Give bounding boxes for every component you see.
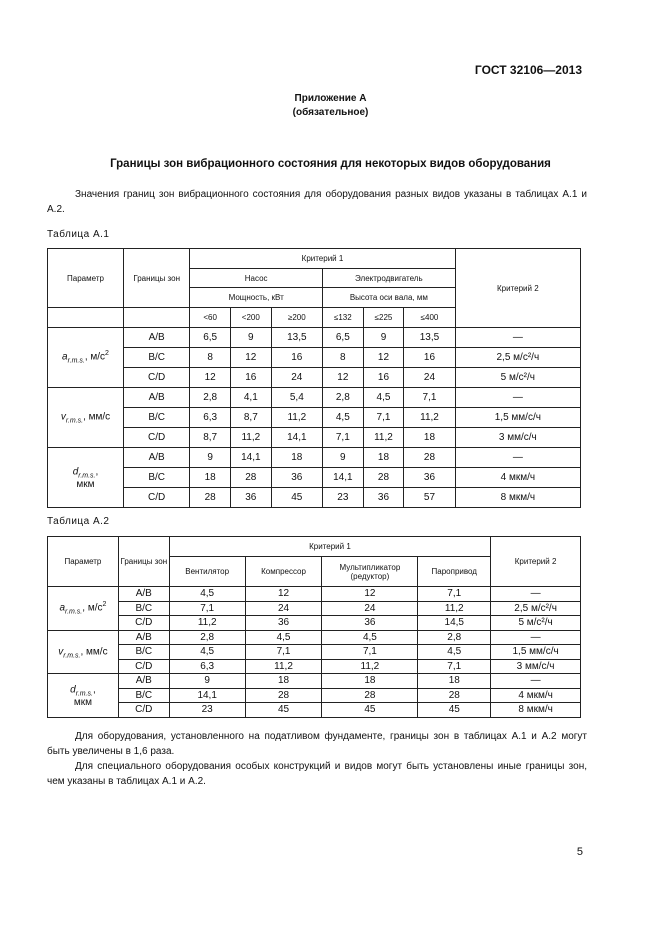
- t1-value-cell: 24: [404, 368, 455, 388]
- t1-value-cell: 8: [190, 348, 231, 368]
- t2-header-param: Параметр: [48, 537, 119, 587]
- t2-value-cell: 18: [418, 674, 491, 689]
- param-unit: , м/с: [82, 602, 103, 614]
- t2-criterion2-cell: —: [491, 587, 581, 602]
- t1-value-cell: 18: [404, 428, 455, 448]
- t1-value-cell: 24: [271, 368, 322, 388]
- t1-header-criterion2: Критерий 2: [455, 249, 580, 328]
- t1-value-cell: 6,3: [190, 408, 231, 428]
- t2-criterion2-cell: 4 мкм/ч: [491, 688, 581, 703]
- t2-col-steam-drive: Паропривод: [418, 557, 491, 587]
- t1-value-cell: 13,5: [404, 328, 455, 348]
- t2-value-cell: 4,5: [322, 630, 418, 645]
- param-unit-line2: мкм: [73, 696, 92, 708]
- t1-value-cell: 18: [190, 468, 231, 488]
- t1-value-cell: 9: [190, 448, 231, 468]
- param-symbol: d: [72, 466, 79, 478]
- t2-value-cell: 24: [245, 601, 322, 616]
- t1-value-cell: 4,1: [230, 388, 271, 408]
- t2-zone-cell: B/C: [118, 688, 169, 703]
- t2-criterion2-cell: —: [491, 674, 581, 689]
- t2-criterion2-cell: 2,5 м/с²/ч: [491, 601, 581, 616]
- t2-data-row: [48, 630, 581, 645]
- param-unit: ,: [95, 466, 99, 478]
- t1-value-cell: 18: [271, 448, 322, 468]
- t1-value-cell: 16: [230, 368, 271, 388]
- t2-header-criterion1: Критерий 1: [169, 537, 490, 557]
- param-symbol: v: [58, 645, 64, 657]
- t2-zone-cell: B/C: [118, 601, 169, 616]
- t2-zone-cell: B/C: [118, 645, 169, 660]
- t1-value-cell: 12: [323, 368, 364, 388]
- t1-value-cell: 14,1: [230, 448, 271, 468]
- t2-value-cell: 9: [169, 674, 245, 689]
- t1-header-param: Параметр: [48, 249, 124, 308]
- t1-value-cell: 4,5: [323, 408, 364, 428]
- standard-number: ГОСТ 32106—2013: [474, 63, 582, 77]
- t1-zone-cell: A/B: [123, 328, 189, 348]
- t1-data-row: [48, 488, 581, 508]
- t2-header-criterion2: Критерий 2: [491, 537, 581, 587]
- t1-value-cell: 57: [404, 488, 455, 508]
- t1-value-cell: 2,8: [190, 388, 231, 408]
- t1-criterion2-cell: —: [455, 328, 580, 348]
- t2-data-row: [48, 688, 581, 703]
- t1-value-cell: 9: [363, 328, 404, 348]
- table2-caption: Таблица А.2: [47, 516, 110, 527]
- t1-zone-cell: B/C: [123, 348, 189, 368]
- t2-value-cell: 4,5: [418, 645, 491, 660]
- t2-zone-cell: C/D: [118, 659, 169, 674]
- t1-value-cell: 16: [271, 348, 322, 368]
- table1-caption: Таблица А.1: [47, 229, 110, 240]
- t1-criterion2-cell: 4 мкм/ч: [455, 468, 580, 488]
- t1-value-cell: 18: [363, 448, 404, 468]
- t2-value-cell: 7,1: [169, 601, 245, 616]
- t2-data-row: [48, 645, 581, 660]
- param-subscript: r.m.s.: [67, 357, 85, 365]
- param-symbol: a: [59, 602, 66, 614]
- t2-value-cell: 11,2: [245, 659, 322, 674]
- t2-value-cell: 23: [169, 703, 245, 718]
- t1-value-cell: 5,4: [271, 388, 322, 408]
- t1-value-cell: 7,1: [323, 428, 364, 448]
- t1-value-cell: 4,5: [363, 388, 404, 408]
- param-symbol: a: [62, 351, 68, 363]
- t2-value-cell: 28: [322, 688, 418, 703]
- t2-value-cell: 7,1: [245, 645, 322, 660]
- t2-criterion2-cell: 1,5 мм/с/ч: [491, 645, 581, 660]
- t1-data-row: [48, 468, 581, 488]
- t2-value-cell: 28: [245, 688, 322, 703]
- t2-param-cell: [48, 587, 119, 631]
- t2-value-cell: 4,5: [169, 645, 245, 660]
- param-subscript: r.m.s.: [65, 417, 84, 425]
- t2-value-cell: 45: [322, 703, 418, 718]
- t2-data-row: [48, 674, 581, 689]
- t2-col-fan: Вентилятор: [169, 557, 245, 587]
- t1-header-zones: Границы зон: [123, 249, 189, 308]
- note-2: Для специального оборудования особых конструкций и видов могут быть установлены иные границы зон, чем указаны в таблицах А.1 и А.2.: [47, 761, 587, 787]
- t1-value-cell: 28: [230, 468, 271, 488]
- t1-sub-cell: <60: [190, 308, 231, 328]
- param-symbol: v: [60, 411, 66, 423]
- t1-criterion2-cell: 1,5 мм/с/ч: [455, 408, 580, 428]
- t2-value-cell: 18: [322, 674, 418, 689]
- t2-value-cell: 14,5: [418, 616, 491, 631]
- t2-value-cell: 2,8: [169, 630, 245, 645]
- param-subscript: r.m.s.: [65, 608, 83, 616]
- t1-value-cell: 36: [404, 468, 455, 488]
- t1-zone-cell: A/B: [123, 388, 189, 408]
- t1-data-row: [48, 448, 581, 468]
- t1-criterion2-cell: 3 мм/с/ч: [455, 428, 580, 448]
- param-superscript: 2: [102, 601, 107, 609]
- t2-value-cell: 4,5: [169, 587, 245, 602]
- t2-value-cell: 11,2: [418, 601, 491, 616]
- t1-param-cell: [48, 448, 124, 508]
- t2-value-cell: 36: [322, 616, 418, 631]
- t2-col-compressor: Компрессор: [245, 557, 322, 587]
- t1-body: [48, 328, 581, 508]
- t2-value-cell: 7,1: [418, 587, 491, 602]
- t1-value-cell: 36: [271, 468, 322, 488]
- t1-value-cell: 11,2: [230, 428, 271, 448]
- table-a2: [47, 536, 581, 718]
- t2-value-cell: 45: [245, 703, 322, 718]
- param-superscript: 2: [105, 350, 109, 358]
- page-number: 5: [576, 846, 583, 858]
- t1-header-criterion1: Критерий 1: [190, 249, 455, 269]
- t1-header-height: Высота оси вала, мм: [323, 288, 456, 308]
- t1-value-cell: 6,5: [323, 328, 364, 348]
- t2-value-cell: 4,5: [245, 630, 322, 645]
- t2-zone-cell: A/B: [118, 587, 169, 602]
- t1-value-cell: 11,2: [363, 428, 404, 448]
- t2-data-row: [48, 659, 581, 674]
- param-subscript: r.m.s.: [63, 651, 81, 659]
- t1-value-cell: 8: [323, 348, 364, 368]
- t1-data-row: [48, 348, 581, 368]
- t2-data-row: [48, 601, 581, 616]
- param-unit: , мм/с: [80, 645, 108, 657]
- param-unit: , мм/с: [83, 411, 111, 423]
- param-subscript: r.m.s.: [78, 472, 96, 480]
- t1-value-cell: 2,8: [323, 388, 364, 408]
- t1-criterion2-cell: —: [455, 448, 580, 468]
- t2-value-cell: 11,2: [322, 659, 418, 674]
- t1-sub-cell: ≤225: [363, 308, 404, 328]
- t1-data-row: [48, 428, 581, 448]
- t1-zone-cell: B/C: [123, 408, 189, 428]
- t2-param-cell: [48, 630, 119, 674]
- t1-data-row: [48, 408, 581, 428]
- t2-data-row: [48, 703, 581, 718]
- t1-value-cell: 14,1: [323, 468, 364, 488]
- t2-criterion2-cell: 8 мкм/ч: [491, 703, 581, 718]
- t2-value-cell: 18: [245, 674, 322, 689]
- t1-value-cell: 9: [230, 328, 271, 348]
- t1-header-motor: Электродвигатель: [323, 269, 456, 288]
- t1-value-cell: 36: [230, 488, 271, 508]
- t2-criterion2-cell: 3 мм/с/ч: [491, 659, 581, 674]
- t1-value-cell: 12: [230, 348, 271, 368]
- t2-value-cell: 12: [322, 587, 418, 602]
- t1-header-power: Мощность, кВт: [190, 288, 323, 308]
- param-unit: , м/с: [84, 351, 106, 363]
- t1-value-cell: 28: [404, 448, 455, 468]
- t2-value-cell: 11,2: [169, 616, 245, 631]
- param-subscript: r.m.s.: [75, 689, 93, 697]
- t1-value-cell: 7,1: [363, 408, 404, 428]
- t1-value-cell: 11,2: [404, 408, 455, 428]
- appendix-subtitle: (обязательное): [292, 107, 369, 118]
- appendix-title: Приложение А: [294, 93, 367, 104]
- param-symbol: d: [70, 683, 76, 695]
- t2-value-cell: 24: [322, 601, 418, 616]
- t1-value-cell: 14,1: [271, 428, 322, 448]
- t1-sub-cell: <200: [230, 308, 271, 328]
- param-unit-line2: мкм: [76, 479, 95, 491]
- t1-zone-cell: C/D: [123, 488, 189, 508]
- section-title: Границы зон вибрационного состояния для некоторых видов оборудования: [110, 158, 551, 170]
- t1-value-cell: 28: [363, 468, 404, 488]
- t1-zone-cell: B/C: [123, 468, 189, 488]
- t1-header-pump: Насос: [190, 269, 323, 288]
- t2-data-row: [48, 616, 581, 631]
- t1-sub-cell: ≥200: [271, 308, 322, 328]
- appendix-heading: [0, 92, 661, 120]
- t1-zone-cell: C/D: [123, 428, 189, 448]
- t2-zone-cell: C/D: [118, 616, 169, 631]
- t1-sub-cell: ≤400: [404, 308, 455, 328]
- t1-criterion2-cell: 2,5 м/с²/ч: [455, 348, 580, 368]
- t2-body: [48, 587, 581, 718]
- t1-criterion2-cell: 8 мкм/ч: [455, 488, 580, 508]
- t2-param-cell: [48, 674, 119, 718]
- t1-value-cell: 11,2: [271, 408, 322, 428]
- t2-value-cell: 45: [418, 703, 491, 718]
- t2-value-cell: 6,3: [169, 659, 245, 674]
- t1-value-cell: 13,5: [271, 328, 322, 348]
- t2-value-cell: 12: [245, 587, 322, 602]
- t1-zone-cell: C/D: [123, 368, 189, 388]
- t2-zone-cell: C/D: [118, 703, 169, 718]
- t1-value-cell: 36: [363, 488, 404, 508]
- table-a1: [47, 248, 581, 508]
- note-1: Для оборудования, установленного на податливом фундаменте, границы зон в таблицах А.1 и А.2 могут быть увеличены в 1,6 раза.: [47, 731, 587, 757]
- t1-value-cell: 23: [323, 488, 364, 508]
- t2-data-row: [48, 587, 581, 602]
- t1-data-row: [48, 368, 581, 388]
- t1-data-row: [48, 328, 581, 348]
- t2-header-zones: Границы зон: [118, 537, 169, 587]
- t2-value-cell: 28: [418, 688, 491, 703]
- t2-value-cell: 7,1: [322, 645, 418, 660]
- t2-value-cell: 14,1: [169, 688, 245, 703]
- t2-value-cell: 36: [245, 616, 322, 631]
- t1-value-cell: 7,1: [404, 388, 455, 408]
- t1-param-cell: [48, 388, 124, 448]
- t1-value-cell: 16: [363, 368, 404, 388]
- t1-value-cell: 8,7: [230, 408, 271, 428]
- t2-criterion2-cell: 5 м/с²/ч: [491, 616, 581, 631]
- t1-criterion2-cell: 5 м/с²/ч: [455, 368, 580, 388]
- t2-value-cell: 7,1: [418, 659, 491, 674]
- t1-value-cell: 16: [404, 348, 455, 368]
- t1-data-row: [48, 388, 581, 408]
- t1-value-cell: 28: [190, 488, 231, 508]
- t1-param-cell: [48, 328, 124, 388]
- t2-zone-cell: A/B: [118, 630, 169, 645]
- t2-zone-cell: A/B: [118, 674, 169, 689]
- t1-value-cell: 12: [363, 348, 404, 368]
- intro-paragraph: Значения границ зон вибрационного состояния для оборудования разных видов указаны в таблицах А.1 и А.2.: [47, 189, 587, 215]
- t1-value-cell: 45: [271, 488, 322, 508]
- t2-col-gearbox: Мультипликатор (редуктор): [322, 557, 418, 587]
- t1-value-cell: 12: [190, 368, 231, 388]
- param-unit: ,: [92, 683, 96, 695]
- t1-value-cell: 6,5: [190, 328, 231, 348]
- t1-value-cell: 9: [323, 448, 364, 468]
- t2-value-cell: 2,8: [418, 630, 491, 645]
- t1-zone-cell: A/B: [123, 448, 189, 468]
- t2-criterion2-cell: —: [491, 630, 581, 645]
- t1-sub-cell: ≤132: [323, 308, 364, 328]
- t1-value-cell: 8,7: [190, 428, 231, 448]
- t1-criterion2-cell: —: [455, 388, 580, 408]
